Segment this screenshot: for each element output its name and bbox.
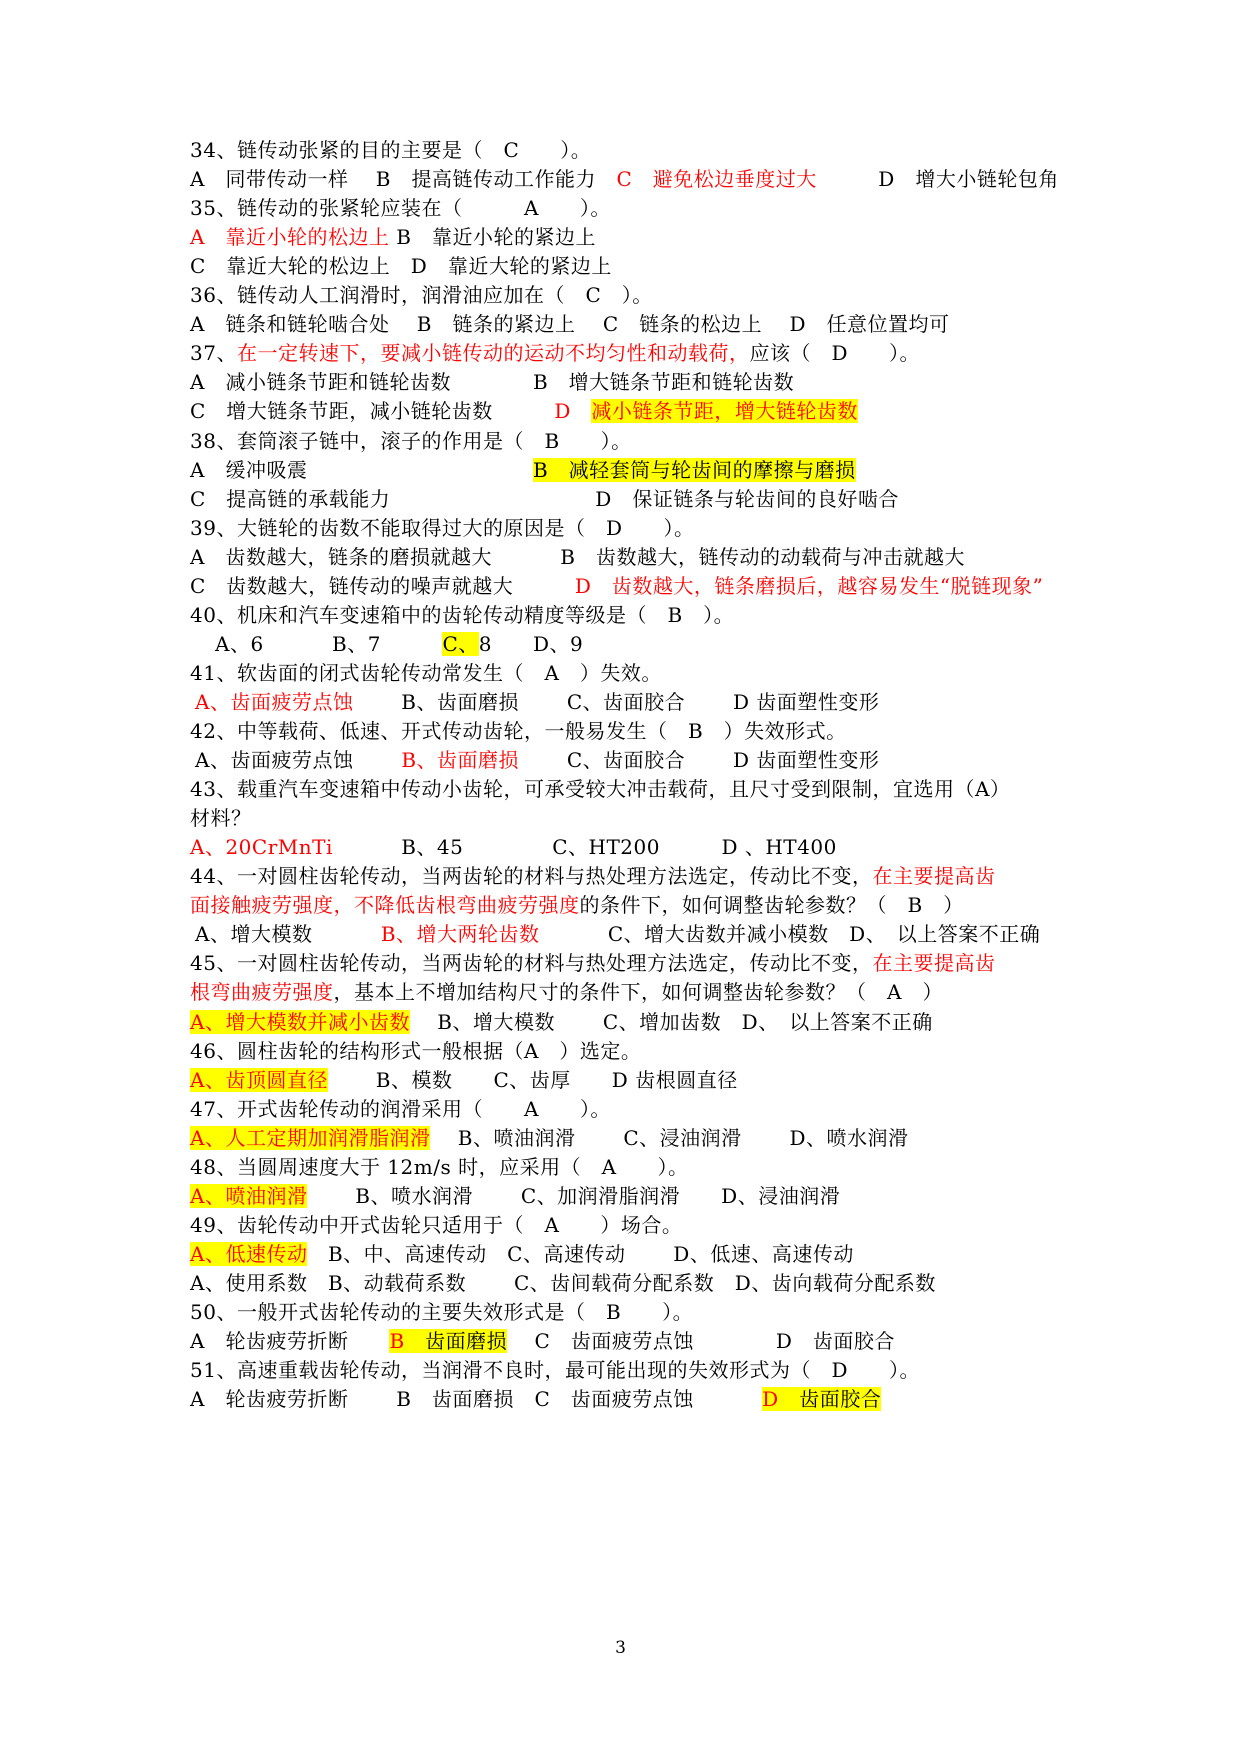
text-line (190, 601, 734, 629)
text-segment: C 齿数越大，链传动的噪声就越大 (190, 573, 575, 598)
text-segment: 49、齿轮传动中开式齿轮只适用于（ A ）场合。 (190, 1212, 683, 1237)
text-segment: 减小链条节距，增大链轮齿数 (591, 399, 858, 424)
text-segment: 在一定转速下，要减小链传动的运动不均匀性和动载荷， (236, 341, 750, 366)
text-segment: C、齿面胶合 D 齿面塑性变形 (519, 748, 880, 773)
text-line (190, 136, 591, 164)
text-segment: ，基本上不增加结构尺寸的条件下，如何调整齿轮参数？（ A ） (333, 980, 943, 1005)
text-segment: B、中、高速传动 C、高速传动 D、低速、高速传动 (307, 1241, 854, 1266)
text-segment: C 增大链条节距，减小链轮齿数 (190, 399, 555, 424)
text-line (190, 833, 837, 861)
text-line (190, 485, 899, 513)
text-segment (571, 399, 592, 423)
text-line (190, 397, 858, 425)
text-segment: 39、大链轮的齿数不能取得过大的原因是（ D ）。 (190, 515, 695, 540)
text-segment: B 靠近小轮的紧边上 (389, 225, 597, 250)
text-line (190, 368, 794, 396)
text-segment: A 同带传动一样 B 提高链传动工作能力 (190, 167, 617, 192)
text-line (190, 339, 920, 367)
text-line (190, 281, 653, 309)
text-line (190, 1356, 920, 1384)
text-segment: A、齿顶圆直径 (190, 1067, 328, 1092)
text-segment: B、喷油润滑 C、浸油润滑 D、喷水润滑 (430, 1125, 909, 1150)
text-segment: A 减小链条节距和链轮齿数 B 增大链条节距和链轮齿数 (190, 370, 795, 395)
text-segment: A、20CrMnTi (190, 835, 333, 860)
text-line (190, 1037, 641, 1065)
text-line (190, 1385, 881, 1413)
text-line (190, 165, 1059, 193)
text-segment: D (762, 1387, 779, 1412)
text-segment: C 提高链的承载能力 D 保证链条与轮齿间的良好啮合 (190, 486, 899, 511)
text-line (190, 1182, 840, 1210)
text-segment: A、低速传动 (190, 1241, 308, 1266)
text-segment: 的条件下，如何调整齿轮参数？（ B ） (579, 893, 964, 918)
text-line (190, 775, 1010, 803)
text-segment: 40、机床和汽车变速箱中的齿轮传动精度等级是（ B ）。 (190, 602, 735, 627)
text-segment: C、增大齿数并减小模数 D、 以上答案不正确 (539, 922, 1041, 947)
text-line (190, 978, 943, 1006)
text-segment: 44、一对圆柱齿轮传动，当两齿轮的材料与热处理方法选定，传动比不变， (190, 864, 873, 889)
text-segment: A、使用系数 B、动载荷系数 C、齿间载荷分配系数 D、齿向载荷分配系数 (190, 1270, 936, 1295)
text-segment: A 缓冲吸震 (190, 457, 533, 482)
text-line (195, 746, 879, 774)
text-segment: C 齿面疲劳点蚀 D 齿面胶合 (507, 1329, 895, 1354)
text-line (195, 688, 879, 716)
text-segment: C 靠近大轮的松边上 D 靠近大轮的紧边上 (190, 254, 612, 279)
text-line (190, 456, 856, 484)
text-segment: C 避免松边垂度过大 (616, 167, 817, 192)
text-segment: A 齿数越大，链条的磨损就越大 B 齿数越大，链传动的动载荷与冲击就越大 (190, 544, 965, 569)
text-segment: 在主要提高齿 (872, 951, 996, 976)
text-segment: 41、软齿面的闭式齿轮传动常发生（ A ）失效。 (190, 660, 662, 685)
text-segment: D (554, 399, 571, 424)
text-segment: B、齿面磨损 (401, 748, 520, 773)
text-segment: C、 (442, 631, 479, 656)
text-segment: 35、链传动的张紧轮应装在（ A ）。 (190, 196, 611, 221)
text-line (190, 1008, 933, 1036)
text-segment: B、增大两轮齿数 (380, 922, 540, 947)
text-line (190, 572, 1043, 600)
text-segment: 齿面胶合 (778, 1387, 882, 1412)
text-line (195, 920, 1040, 948)
text-segment: 45、一对圆柱齿轮传动，当两齿轮的材料与热处理方法选定，传动比不变， (190, 951, 873, 976)
text-segment: A 轮齿疲劳折断 (190, 1329, 390, 1354)
text-line (215, 630, 583, 658)
text-segment: B、45 C、HT200 D 、HT400 (332, 835, 837, 860)
text-line (190, 1327, 895, 1355)
text-segment: 37、 (190, 341, 237, 366)
text-segment: A、人工定期加润滑脂润滑 (190, 1125, 431, 1150)
text-segment: D 齿数越大，链条磨损后，越容易发生“脱链现象” (574, 573, 1044, 598)
text-segment: 应该（ D ）。 (749, 341, 920, 366)
text-segment: B、齿面磨损 C、齿面胶合 D 齿面塑性变形 (353, 689, 880, 714)
text-line (190, 310, 950, 338)
text-segment: 齿面磨损 (404, 1329, 508, 1354)
text-segment: 材料？ (190, 806, 252, 831)
text-segment: A、6 B、7 (215, 631, 443, 656)
text-segment: A 链条和链轮啮合处 B 链条的紧边上 C 链条的松边上 D 任意位置均可 (190, 312, 950, 337)
text-segment: 8 D、9 (478, 631, 584, 656)
text-segment: A、喷油润滑 (190, 1183, 308, 1208)
text-segment: B、模数 C、齿厚 D 齿根圆直径 (327, 1067, 738, 1092)
text-segment: B、增大模数 C、增加齿数 D、 以上答案不正确 (409, 1009, 933, 1034)
text-segment: A、齿面疲劳点蚀 (195, 748, 402, 773)
text-segment: 在主要提高齿 (872, 864, 996, 889)
text-segment: A、增大模数并减小齿数 (190, 1009, 410, 1034)
text-segment: 34、链传动张紧的目的主要是（ C ）。 (190, 138, 592, 162)
text-segment: A、增大模数 (195, 922, 381, 947)
text-segment: B、喷水润滑 C、加润滑脂润滑 D、浸油润滑 (307, 1183, 841, 1208)
text-line (190, 1066, 738, 1094)
text-segment: 36、链传动人工润滑时，润滑油应加在（ C ）。 (190, 283, 653, 308)
text-line (190, 717, 847, 745)
text-line (190, 427, 632, 455)
text-segment: 47、开式齿轮传动的润滑采用（ A ）。 (190, 1096, 611, 1121)
text-line (190, 1240, 854, 1268)
text-line (190, 194, 611, 222)
text-segment: A 靠近小轮的松边上 (190, 225, 390, 250)
text-line (190, 1124, 909, 1152)
text-line (190, 543, 965, 571)
text-line (190, 223, 596, 251)
text-segment: D 增大小链轮包角 (816, 167, 1059, 192)
text-line (190, 891, 964, 919)
text-line (190, 1095, 611, 1123)
text-segment: 42、中等载荷、低速、开式传动齿轮，一般易发生（ B ）失效形式。 (190, 719, 847, 743)
text-segment: 48、当圆周速度大于 12m/s 时，应采用（ A ）。 (190, 1154, 689, 1179)
text-segment: B (389, 1329, 405, 1354)
text-segment: 根弯曲疲劳强度 (190, 980, 334, 1005)
text-segment: 51、高速重载齿轮传动，当润滑不良时，最可能出现的失效形式为（ D ）。 (190, 1358, 920, 1383)
page-number: 3 (615, 1638, 626, 1658)
text-segment: B 减轻套筒与轮齿间的摩擦与磨损 (532, 457, 856, 482)
text-line (190, 514, 694, 542)
text-segment: A 轮齿疲劳折断 B 齿面磨损 C 齿面疲劳点蚀 (190, 1387, 763, 1412)
text-line (190, 659, 662, 687)
text-line (190, 1211, 682, 1239)
text-line (190, 252, 612, 280)
text-segment: 46、圆柱齿轮的结构形式一般根据（A ）选定。 (190, 1038, 642, 1063)
text-line (190, 862, 995, 890)
text-segment: A、齿面疲劳点蚀 (195, 689, 354, 714)
text-line (190, 804, 252, 832)
text-line (190, 1269, 936, 1297)
text-line (190, 949, 995, 977)
text-segment: 面接触疲劳强度，不降低齿根弯曲疲劳强度 (190, 893, 580, 918)
text-segment: 38、套筒滚子链中，滚子的作用是（ B ）。 (190, 428, 632, 453)
text-line (190, 1153, 689, 1181)
text-line (190, 1298, 693, 1326)
text-segment: 43、载重汽车变速箱中传动小齿轮，可承受较大冲击载荷，且尺寸受到限制，宜选用（A） (190, 777, 1011, 802)
text-segment: 50、一般开式齿轮传动的主要失效形式是（ B ）。 (190, 1300, 694, 1324)
